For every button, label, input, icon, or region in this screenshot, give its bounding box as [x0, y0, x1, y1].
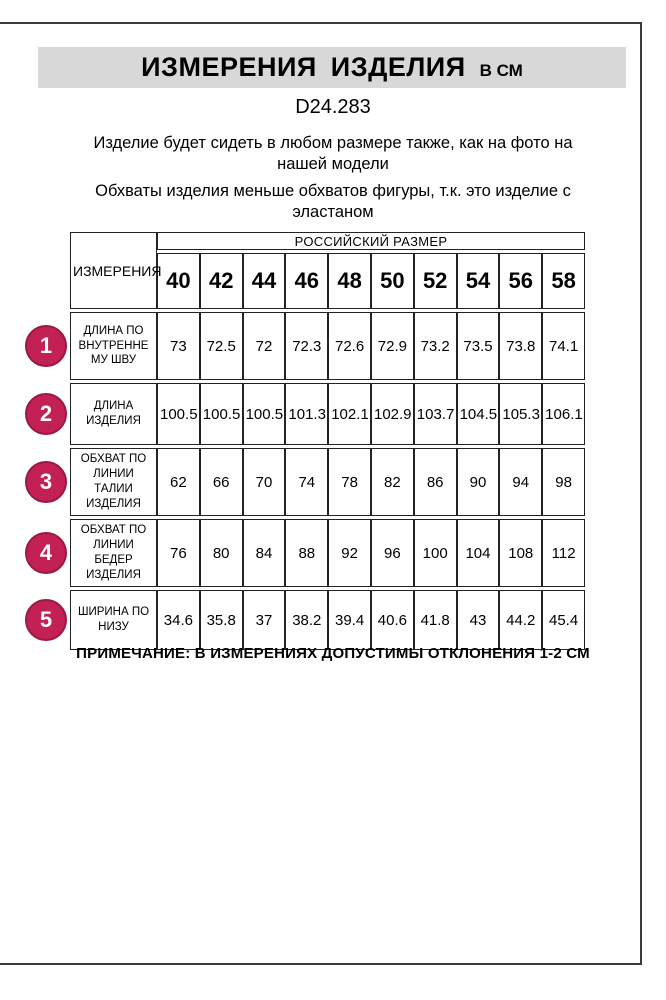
measurement-value-cell: 102.1 [328, 383, 371, 445]
measurement-value-cell: 82 [371, 448, 414, 516]
measurement-value-cell: 72.5 [200, 312, 243, 380]
table-row [70, 590, 585, 650]
table-row [70, 519, 585, 587]
measurement-value-cell: 90 [457, 448, 500, 516]
measurement-value-cell: 44.2 [499, 590, 542, 650]
table-row [70, 448, 585, 516]
measurement-label: ДЛИНА ИЗДЕЛИЯ [86, 400, 141, 427]
measurement-value-cell: 100.5 [157, 383, 200, 445]
measurement-value-cell: 41.8 [414, 590, 457, 650]
row-number-badge: 2 [25, 393, 67, 435]
measurement-value-cell: 102.9 [371, 383, 414, 445]
measurement-value-cell: 72.3 [285, 312, 328, 380]
size-chart-body [39, 312, 585, 650]
measurement-value-cell: 103.7 [414, 383, 457, 445]
measurement-value-cell: 74.1 [542, 312, 585, 380]
measurement-label-cell [39, 590, 157, 650]
size-header-cell: 58 [542, 253, 585, 309]
measurement-value-cell: 62 [157, 448, 200, 516]
measurement-value-cell: 39.4 [328, 590, 371, 650]
measurement-label-cell [39, 312, 157, 380]
measurement-value-cell: 72.6 [328, 312, 371, 380]
row-number-badge: 4 [25, 532, 67, 574]
measurement-value-cell: 100.5 [200, 383, 243, 445]
size-header-cell: 50 [371, 253, 414, 309]
measurement-label-cell [39, 448, 157, 516]
measurement-value-cell: 40.6 [371, 590, 414, 650]
measurement-value-cell: 38.2 [285, 590, 328, 650]
measurement-value-cell: 35.8 [200, 590, 243, 650]
size-header-cell: 52 [414, 253, 457, 309]
size-header-cell: 56 [499, 253, 542, 309]
size-chart-table [39, 229, 585, 653]
measurement-value-cell: 86 [414, 448, 457, 516]
measurement-value-cell: 96 [371, 519, 414, 587]
corner-header: ИЗМЕРЕНИЯ [70, 232, 157, 309]
measurement-value-cell: 73.5 [457, 312, 500, 380]
measurement-value-cell: 112 [542, 519, 585, 587]
measurement-value-cell: 73.2 [414, 312, 457, 380]
row-number-badge: 3 [25, 461, 67, 503]
size-group-row [70, 232, 585, 250]
measurement-value-cell: 66 [200, 448, 243, 516]
title-product: ИЗДЕЛИЯ [330, 52, 466, 82]
measurement-label: ОБХВАТ ПО ЛИНИИ ТАЛИИ ИЗДЕЛИЯ [80, 453, 147, 510]
measurement-value-cell: 100.5 [243, 383, 286, 445]
measurement-value-cell: 100 [414, 519, 457, 587]
measurement-value-cell: 104.5 [457, 383, 500, 445]
measurement-value-cell: 45.4 [542, 590, 585, 650]
title-bar [38, 47, 626, 88]
table-row [70, 383, 585, 445]
measurement-value-cell: 94 [499, 448, 542, 516]
measurement-value-cell: 92 [328, 519, 371, 587]
product-code: D24.283 [295, 96, 371, 118]
measurement-value-cell: 88 [285, 519, 328, 587]
measurement-value-cell: 72.9 [371, 312, 414, 380]
title-unit: В СМ [479, 60, 523, 80]
size-header-cell: 40 [157, 253, 200, 309]
size-header-cell: 46 [285, 253, 328, 309]
measurement-value-cell: 78 [328, 448, 371, 516]
measurement-value-cell: 73.8 [499, 312, 542, 380]
note-elastic: Обхваты изделия меньше обхватов фигуры, т.к. это изделие с эластаном [95, 182, 571, 222]
measurement-value-cell: 70 [243, 448, 286, 516]
measurement-value-cell: 106.1 [542, 383, 585, 445]
measurement-value-cell: 84 [243, 519, 286, 587]
size-chart-head [70, 232, 585, 309]
measurement-value-cell: 43 [457, 590, 500, 650]
row-number-badge: 1 [25, 325, 67, 367]
measurement-value-cell: 101.3 [285, 383, 328, 445]
tolerance-note: ПРИМЕЧАНИЕ: В ИЗМЕРЕНИЯХ ДОПУСТИМЫ ОТКЛОНЕНИЯ 1-2 СМ [76, 645, 590, 662]
measurement-value-cell: 37 [243, 590, 286, 650]
measurement-value-cell: 74 [285, 448, 328, 516]
row-number-badge: 5 [25, 599, 67, 641]
measurement-label-cell [39, 519, 157, 587]
measurement-value-cell: 108 [499, 519, 542, 587]
measurement-value-cell: 98 [542, 448, 585, 516]
note-fit: Изделие будет сидеть в любом размере также, как на фото на нашей модели [93, 134, 573, 174]
measurement-value-cell: 105.3 [499, 383, 542, 445]
measurement-label: ДЛИНА ПО ВНУТРЕННЕМУ ШВУ [78, 324, 149, 367]
measurement-value-cell: 72 [243, 312, 286, 380]
measurement-label: ШИРИНА ПО НИЗУ [77, 606, 150, 633]
measurement-value-cell: 34.6 [157, 590, 200, 650]
size-header-cell: 48 [328, 253, 371, 309]
russian-size-header: РОССИЙСКИЙ РАЗМЕР [157, 232, 585, 250]
measurement-value-cell: 104 [457, 519, 500, 587]
table-row [70, 312, 585, 380]
measurement-value-cell: 73 [157, 312, 200, 380]
title-measurements: ИЗМЕРЕНИЯ [141, 52, 317, 82]
size-header-cell: 42 [200, 253, 243, 309]
measurement-value-cell: 76 [157, 519, 200, 587]
measurement-label: ОБХВАТ ПО ЛИНИИ БЕДЕР ИЗДЕЛИЯ [80, 524, 147, 581]
size-header-cell: 54 [457, 253, 500, 309]
measurement-label-cell [39, 383, 157, 445]
measurement-value-cell: 80 [200, 519, 243, 587]
size-header-cell: 44 [243, 253, 286, 309]
